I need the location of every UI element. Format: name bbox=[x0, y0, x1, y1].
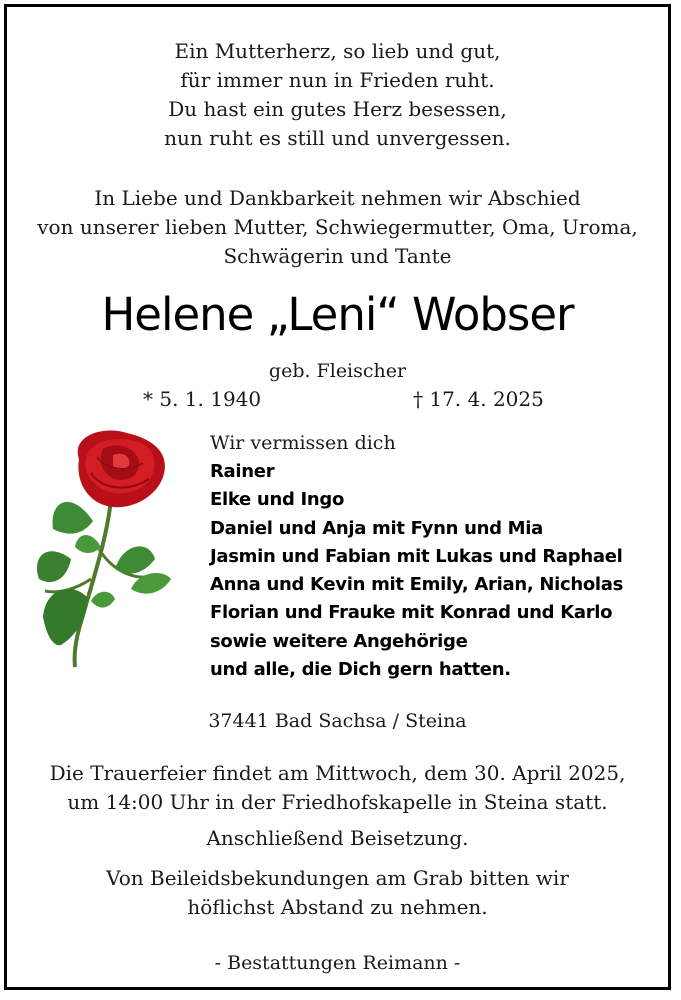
mourner-name: Florian und Frauke mit Konrad und Karlo bbox=[210, 602, 613, 624]
red-rose-icon bbox=[31, 429, 181, 669]
poem bbox=[7, 37, 668, 153]
mourner-name: Daniel und Anja mit Fynn und Mia bbox=[210, 517, 543, 539]
mourners-list bbox=[210, 429, 623, 684]
deceased-name: Helene „Leni“ Wobser bbox=[101, 288, 574, 341]
mourner-name: Jasmin und Fabian mit Lukas und Raphael bbox=[210, 545, 623, 567]
obituary-card bbox=[4, 4, 671, 990]
intro-line: In Liebe und Dankbarkeit nehmen wir Abschied bbox=[94, 186, 581, 210]
farewell-intro bbox=[7, 184, 668, 271]
poem-line: Du hast ein gutes Herz besessen, bbox=[168, 97, 507, 121]
intro-line: Schwägerin und Tante bbox=[223, 244, 452, 268]
mourner-name: Anna und Kevin mit Emily, Arian, Nicholas bbox=[210, 574, 624, 596]
condolence-line: höflichst Abstand zu nehmen. bbox=[187, 895, 488, 919]
mourner-name: und alle, die Dich gern hatten. bbox=[210, 659, 511, 681]
death-date: † 17. 4. 2025 bbox=[413, 387, 544, 411]
condolence-line: Von Beileidsbekundungen am Grab bitten wir bbox=[106, 866, 569, 890]
service-line: Die Trauerfeier findet am Mittwoch, dem 30. April 2025, bbox=[49, 761, 626, 785]
funeral-service-info bbox=[7, 759, 668, 817]
mourner-name: sowie weitere Angehörige bbox=[210, 630, 468, 652]
poem-line: Ein Mutterherz, so lieb und gut, bbox=[174, 39, 501, 63]
mourner-name: Rainer bbox=[210, 461, 275, 482]
mourners-intro: Wir vermissen dich bbox=[210, 432, 396, 454]
burial-note: Anschließend Beisetzung. bbox=[206, 826, 469, 850]
intro-line: von unserer lieben Mutter, Schwiegermutter, Oma, Uroma, bbox=[37, 215, 638, 239]
poem-line: nun ruht es still und unvergessen. bbox=[164, 126, 511, 150]
place-of-residence: 37441 Bad Sachsa / Steina bbox=[208, 710, 467, 732]
service-line: um 14:00 Uhr in der Friedhofskapelle in Steina statt. bbox=[67, 790, 608, 814]
poem-line: für immer nun in Frieden ruht. bbox=[180, 68, 495, 92]
birth-date: * 5. 1. 1940 bbox=[143, 387, 262, 411]
undertaker-name: - Bestattungen Reimann - bbox=[214, 952, 461, 974]
mourner-name: Elke und Ingo bbox=[210, 489, 345, 511]
condolence-note bbox=[7, 864, 668, 922]
maiden-name: geb. Fleischer bbox=[268, 360, 407, 382]
